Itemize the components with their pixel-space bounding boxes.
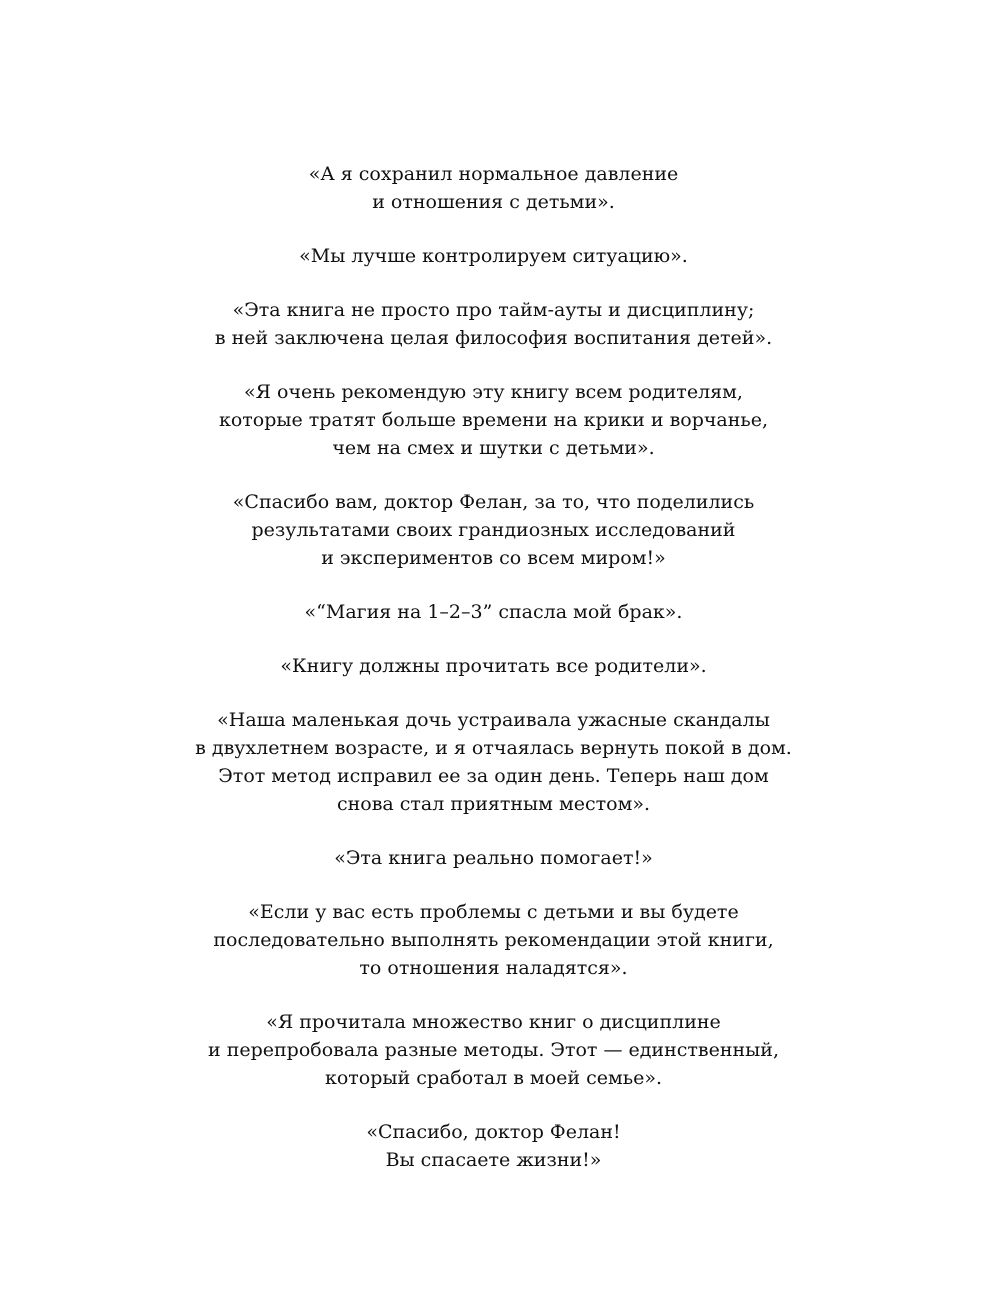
quote-line: и перепробовала разные методы. Этот — единственный, [207,1039,779,1061]
quote-line: «Наша маленькая дочь устраивала ужасные скандалы [217,709,770,731]
quote-line: «А я сохранил нормальное давление [308,163,679,185]
quote-line: Вы спасаете жизни!» [385,1149,602,1171]
quote-line: и отношения с детьми». [372,191,615,213]
quote-line: Этот метод исправил ее за один день. Теперь наш дом [218,765,769,787]
testimonial-quote [0,160,987,216]
quote-line: «“Магия на 1–2–3” спасла мой брак». [304,601,683,623]
quote-line: «Мы лучше контролируем ситуацию». [299,245,688,267]
quote-line: «Книгу должны прочитать все родители». [280,655,707,677]
quote-line: «Эта книга реально помогает!» [334,847,653,869]
quote-line: «Спасибо вам, доктор Фелан, за то, что поделились [232,491,755,513]
quote-line: последовательно выполнять рекомендации этой книги, [213,929,774,951]
quote-line: результатами своих грандиозных исследований [251,519,736,541]
quote-line: то отношения наладятся». [359,957,628,979]
testimonial-quote [0,1008,987,1092]
testimonial-quote [0,296,987,352]
testimonial-quote [0,652,987,680]
testimonial-quote [0,898,987,982]
quote-line: и экспериментов со всем миром!» [321,547,666,569]
quote-line: «Я очень рекомендую эту книгу всем родителям, [244,381,743,403]
testimonial-quote [0,242,987,270]
quote-line: «Спасибо, доктор Фелан! [366,1121,621,1143]
quote-line: в ней заключена целая философия воспитания детей». [214,327,773,349]
testimonial-quote [0,706,987,818]
quote-line: который сработал в моей семье». [324,1067,663,1089]
quote-line: «Я прочитала множество книг о дисциплине [266,1011,721,1033]
quote-line: чем на смех и шутки с детьми». [332,437,655,459]
testimonial-quote [0,598,987,626]
testimonial-quote [0,378,987,462]
quote-line: «Если у вас есть проблемы с детьми и вы будете [248,901,739,923]
quote-line: которые тратят больше времени на крики и ворчанье, [218,409,769,431]
testimonial-quote [0,488,987,572]
testimonials-list [0,160,987,1200]
quote-line: в двухлетнем возрасте, и я отчаялась вернуть покой в дом. [195,737,792,759]
quote-line: снова стал приятным местом». [336,793,651,815]
testimonial-quote [0,1118,987,1174]
quote-line: «Эта книга не просто про тайм-ауты и дисциплину; [232,299,755,321]
testimonial-quote [0,844,987,872]
